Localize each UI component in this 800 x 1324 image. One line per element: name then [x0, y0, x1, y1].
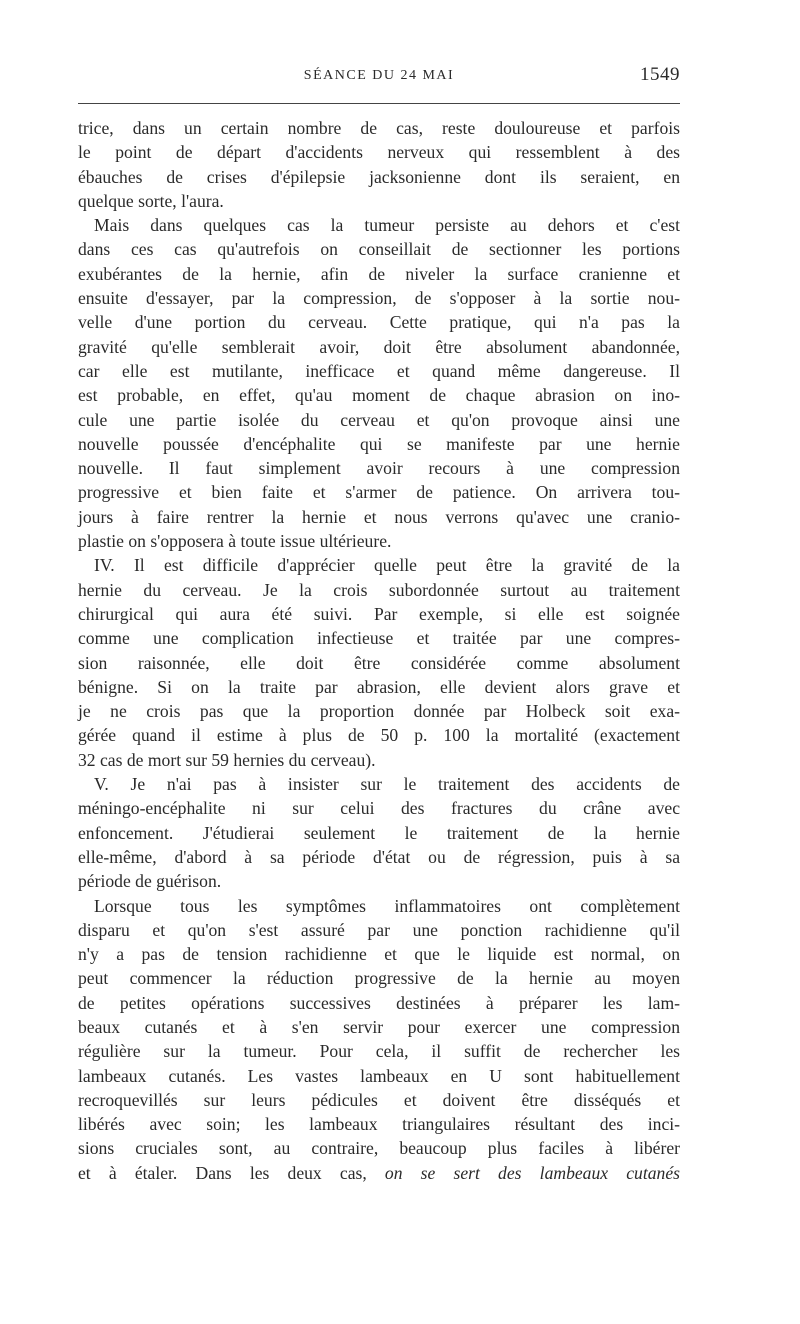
- text-line: exubérantes de la hernie, afin de niveler la surface cranienne et: [78, 263, 680, 284]
- text-line: est probable, en effet, qu'au moment de chaque abrasion on ino-: [78, 385, 680, 406]
- text-line: 32 cas de mort sur 59 hernies du cerveau).: [78, 749, 376, 770]
- paragraph-5: [78, 894, 680, 1186]
- page-number: 1549: [640, 64, 680, 85]
- text-line: ensuite d'essayer, par la compression, de s'opposer à la sortie nou-: [78, 288, 680, 309]
- running-title: SÉANCE DU 24 MAI: [303, 68, 455, 83]
- text-line: bénigne. Si on la traite par abrasion, elle devient alors grave et: [78, 676, 680, 697]
- text-run: et à étaler. Dans les deux cas,: [78, 1162, 385, 1183]
- text-line: sion raisonnée, elle doit être considérée comme absolument: [78, 652, 680, 673]
- text-line: nouvelle. Il faut simplement avoir recours à une compression: [78, 458, 680, 479]
- paragraph-1: [78, 116, 680, 213]
- text-line: progressive et bien faite et s'armer de patience. On arrivera tou-: [78, 482, 680, 503]
- text-line: comme une complication infectieuse et traitée par une compres-: [78, 628, 680, 649]
- text-line: n'y a pas de tension rachidienne et que le liquide est normal, on: [78, 944, 680, 965]
- text-line: recroquevillés sur leurs pédicules et doivent être disséqués et: [78, 1089, 680, 1110]
- text-line: méningo-encéphalite ni sur celui des fractures du crâne avec: [78, 798, 680, 819]
- text-line: trice, dans un certain nombre de cas, reste douloureuse et parfois: [78, 118, 680, 138]
- text-line: cule une partie isolée du cerveau et qu'on provoque ainsi une: [78, 409, 680, 430]
- text-line: enfoncement. J'étudierai seulement le traitement de la hernie: [78, 822, 680, 843]
- text-line: chirurgical qui aura été suivi. Par exemple, si elle est soignée: [78, 603, 680, 624]
- text-line: régulière sur la tumeur. Pour cela, il suffit de rechercher les: [78, 1041, 680, 1062]
- text-line: car elle est mutilante, inefficace et quand même dangereuse. Il: [78, 360, 680, 381]
- page-body: [78, 116, 680, 1185]
- text-line: ébauches de crises d'épilepsie jacksonienne dont ils seraient, en: [78, 166, 680, 187]
- text-line: beaux cutanés et à s'en servir pour exercer une compression: [78, 1016, 680, 1037]
- paragraph-2: [78, 213, 680, 553]
- text-line: IV. Il est difficile d'apprécier quelle peut être la gravité de la: [94, 555, 680, 576]
- text-line: [78, 1161, 680, 1185]
- text-line: dans ces cas qu'autrefois on conseillait de sectionner les portions: [78, 239, 680, 260]
- paragraph-3: [78, 553, 680, 772]
- text-line: gérée quand il estime à plus de 50 p. 100 la mortalité (exactement: [78, 725, 680, 746]
- text-line: V. Je n'ai pas à insister sur le traitement des accidents de: [94, 774, 680, 795]
- text-line: jours à faire rentrer la hernie et nous verrons qu'avec une cranio-: [78, 506, 680, 527]
- running-header: [78, 62, 680, 90]
- text-line: plastie on s'opposera à toute issue ultérieure.: [78, 531, 392, 552]
- text-line: lambeaux cutanés. Les vastes lambeaux en U sont habituellement: [78, 1065, 680, 1086]
- text-line: le point de départ d'accidents nerveux qui ressemblent à des: [78, 142, 680, 163]
- italic-text: on se sert des lambeaux cutanés: [384, 1162, 680, 1183]
- text-line: peut commencer la réduction progressive de la hernie au moyen: [78, 968, 680, 989]
- text-line: hernie du cerveau. Je la crois subordonnée surtout au traitement: [78, 579, 680, 600]
- text-line: Mais dans quelques cas la tumeur persiste au dehors et c'est: [94, 215, 680, 236]
- text-line: Lorsque tous les symptômes inflammatoires ont complètement: [94, 895, 680, 916]
- text-line: libérés avec soin; les lambeaux triangulaires résultant des inci-: [78, 1114, 680, 1135]
- text-line: de petites opérations successives destinées à préparer les lam-: [78, 992, 680, 1013]
- header-rule: [78, 103, 680, 104]
- text-line: période de guérison.: [78, 871, 222, 892]
- text-line: je ne crois pas que la proportion donnée par Holbeck soit exa-: [78, 701, 680, 722]
- text-line: nouvelle poussée d'encéphalite qui se manifeste par une hernie: [78, 433, 680, 454]
- text-line: sions cruciales sont, au contraire, beaucoup plus faciles à libérer: [78, 1138, 680, 1159]
- text-line: disparu et qu'on s'est assuré par une ponction rachidienne qu'il: [78, 919, 680, 940]
- text-line: elle-même, d'abord à sa période d'état ou de régression, puis à sa: [78, 846, 680, 867]
- text-line: gravité qu'elle semblerait avoir, doit être absolument abandonnée,: [78, 336, 680, 357]
- paragraph-4: [78, 772, 680, 893]
- text-line: quelque sorte, l'aura.: [78, 190, 224, 211]
- text-line: velle d'une portion du cerveau. Cette pratique, qui n'a pas la: [78, 312, 680, 333]
